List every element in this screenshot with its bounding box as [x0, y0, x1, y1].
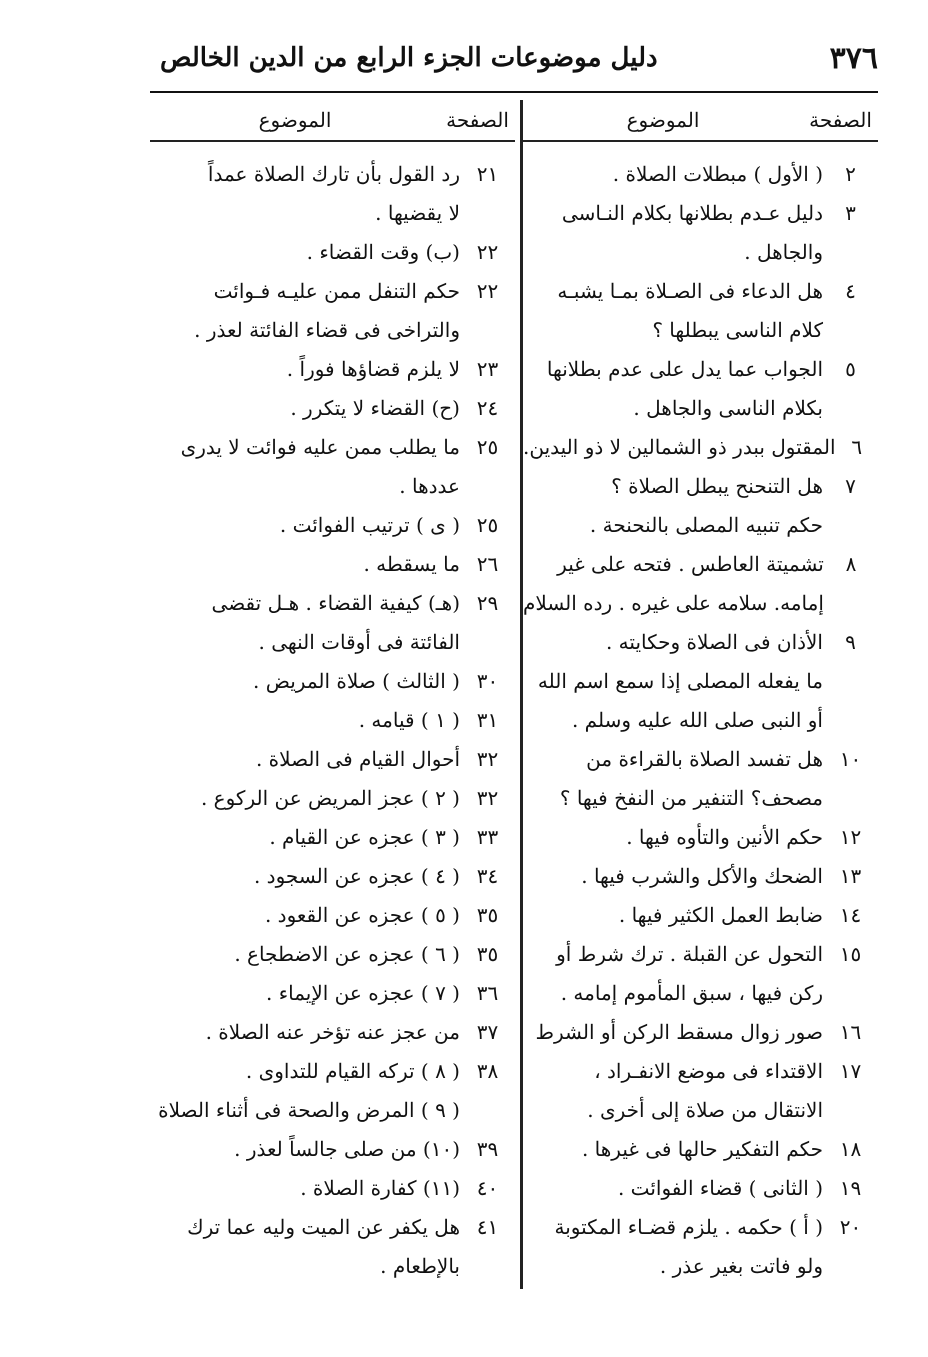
entry-topic-line: لا يقضيها .	[375, 201, 460, 225]
toc-entry	[150, 233, 515, 272]
entry-topic-line: الاقتداء فى موضع الانفـراد ،	[594, 1059, 823, 1083]
entry-topic-line: ( ٨ ) تركه القيام للتداوى .	[245, 1059, 460, 1083]
page-header	[150, 28, 878, 88]
entry-topic-line: رد القول بأن تارك الصلاة عمداً	[207, 162, 460, 186]
toc-entry	[150, 584, 515, 662]
toc-entry	[150, 1013, 515, 1052]
entry-page-number: ٣٨	[476, 1059, 499, 1083]
entry-topic-line: من عجز عنه تؤخر عنه الصلاة .	[205, 1020, 460, 1044]
toc-entry	[523, 857, 878, 896]
entry-topic	[523, 1130, 823, 1169]
toc-entry	[150, 974, 515, 1013]
entry-topic	[150, 545, 460, 584]
entry-topic	[150, 701, 460, 740]
entry-topic	[150, 740, 460, 779]
entry-page-number: ٣١	[476, 708, 499, 732]
topic-column-heading: الموضوع	[258, 108, 332, 132]
entry-topic	[523, 545, 824, 623]
entry-topic	[150, 389, 460, 428]
entry-topic-line: ( ٧ ) عجزه عن الإيماء .	[266, 981, 460, 1005]
entry-topic-line: المقتول ببدر ذو الشمالين لا ذو اليدين.	[523, 435, 836, 459]
entry-topic-line: الانتقال من صلاة إلى أخرى .	[587, 1098, 823, 1122]
entry-page-number: ٢٠	[839, 1215, 862, 1239]
entry-page-number: ٣٩	[476, 1137, 499, 1161]
entry-topic-line: هل التنحنح يبطل الصلاة ؟	[611, 474, 823, 498]
entry-topic-line: ما يفعله المصلى إذا سمع اسم الله	[537, 669, 823, 693]
toc-entry	[523, 545, 878, 623]
toc-entry	[523, 155, 878, 194]
toc-entry	[150, 1052, 515, 1130]
toc-entry	[150, 272, 515, 350]
entry-topic	[523, 818, 823, 857]
toc-entry	[150, 779, 515, 818]
entry-topic	[523, 272, 823, 350]
entry-topic-line: بكلام الناسى والجاهل .	[633, 396, 823, 420]
entry-topic	[150, 1013, 460, 1052]
entry-topic	[150, 818, 460, 857]
toc-entry	[150, 857, 515, 896]
entry-topic-line: (ح) القضاء لا يتكرر .	[290, 396, 460, 420]
entry-page-number: ٣٢	[476, 747, 499, 771]
entry-topic	[150, 857, 460, 896]
entry-topic-line: لا يلزم قضاؤها فوراً .	[286, 357, 460, 381]
toc-entry	[523, 1130, 878, 1169]
toc-entry	[150, 818, 515, 857]
entry-topic	[523, 896, 823, 935]
entry-topic-line: ولو فاتت بغير عذر .	[659, 1254, 823, 1278]
entry-topic-line: تشميتة العاطس . فتحه على غير	[557, 552, 824, 576]
entry-topic	[150, 155, 460, 233]
entry-topic-line: ( الثانى ) قضاء الفوائت .	[617, 1176, 823, 1200]
entry-topic	[150, 272, 460, 350]
toc-entry	[523, 467, 878, 545]
page-column-heading: الصفحة	[809, 108, 872, 132]
left-column	[150, 100, 515, 1286]
entry-page-number: ٨	[845, 552, 857, 576]
left-column-header	[150, 100, 515, 142]
entry-topic-line: ( ١ ) قيامه .	[358, 708, 460, 732]
toc-entry	[523, 1208, 878, 1286]
entry-page-number: ١٤	[839, 903, 862, 927]
entry-topic	[523, 1013, 823, 1052]
entry-page-number: ٢٤	[476, 396, 499, 420]
entry-topic-line: ضابط العمل الكثير فيها .	[618, 903, 823, 927]
entry-page-number: ٤	[845, 279, 856, 303]
right-entries-list	[523, 155, 878, 1286]
entry-topic-line: ( ى ) ترتيب الفوائت .	[279, 513, 460, 537]
entry-topic-line: ( ٢ ) عجز المريض عن الركوع .	[200, 786, 460, 810]
right-column-header	[523, 100, 878, 142]
entry-topic	[150, 662, 460, 701]
toc-entry	[150, 740, 515, 779]
entry-topic	[150, 428, 460, 506]
toc-entry	[523, 623, 878, 740]
entry-page-number: ٣٦	[476, 981, 499, 1005]
entry-topic	[523, 428, 836, 467]
entry-topic-line: كلام الناسى يبطلها ؟	[652, 318, 823, 342]
entry-page-number: ٢١	[476, 162, 499, 186]
toc-entry	[523, 428, 878, 467]
entry-page-number: ١٢	[839, 825, 862, 849]
entry-topic-line: ركن فيها ، سبق المأموم إمامه .	[560, 981, 823, 1005]
entry-topic	[150, 974, 460, 1013]
entry-topic-line: حكم الأنين والتأوه فيها .	[626, 825, 823, 849]
entry-topic-line: حكم تنبيه المصلى بالنحنحة .	[589, 513, 823, 537]
page-number: ٣٧٦	[829, 40, 878, 76]
toc-entry	[150, 662, 515, 701]
entry-page-number: ١٦	[839, 1020, 862, 1044]
toc-entry	[150, 1208, 515, 1286]
entry-page-number: ١٨	[839, 1137, 862, 1161]
toc-entry	[150, 935, 515, 974]
toc-entry	[523, 272, 878, 350]
entry-page-number: ١٩	[839, 1176, 862, 1200]
entry-topic-line: دليل عـدم بطلانها بكلام النـاسى	[561, 201, 823, 225]
entry-topic	[150, 1130, 460, 1169]
entry-topic	[523, 740, 823, 818]
toc-entry	[523, 818, 878, 857]
entry-topic	[150, 233, 460, 272]
entry-topic	[523, 1208, 823, 1286]
entry-page-number: ٣٧	[476, 1020, 499, 1044]
entry-topic	[523, 1052, 823, 1130]
entry-page-number: ٣٣	[476, 825, 499, 849]
toc-entry	[523, 935, 878, 1013]
toc-entry	[150, 428, 515, 506]
toc-entry	[523, 194, 878, 272]
entry-topic	[150, 935, 460, 974]
entry-topic-line: عددها .	[399, 474, 460, 498]
entry-topic	[523, 155, 823, 194]
entry-page-number: ٣	[845, 201, 856, 225]
entry-page-number: ٢٩	[476, 591, 499, 615]
entry-page-number: ١٣	[839, 864, 862, 888]
entry-topic-line: (١١) كفارة الصلاة .	[300, 1176, 460, 1200]
entry-topic-line: حكم التنفل ممن عليـه فـوائت	[213, 279, 460, 303]
entry-topic-line: الأذان فى الصلاة وحكايته .	[605, 630, 823, 654]
entry-topic	[150, 584, 460, 662]
toc-entry	[150, 155, 515, 233]
entry-page-number: ٦	[851, 435, 863, 459]
entry-page-number: ١٧	[839, 1059, 862, 1083]
entry-topic-line: (ب) وقت القضاء .	[306, 240, 460, 264]
entry-topic-line: إمامه. سلامه على غيره . رده السلام	[523, 591, 824, 615]
toc-entry	[150, 701, 515, 740]
entry-topic-line: ( ٦ ) عجزه عن الاضطجاع .	[234, 942, 460, 966]
entry-topic	[150, 1052, 460, 1130]
entry-topic-line: الجواب عما يدل على عدم بطلانها	[546, 357, 823, 381]
entry-topic-line: التحول عن القبلة . ترك شرط أو	[556, 942, 823, 966]
entry-topic-line: بالإطعام .	[380, 1254, 460, 1278]
entry-page-number: ٢٢	[476, 279, 499, 303]
entry-page-number: ٥	[845, 357, 856, 381]
right-column	[523, 100, 878, 1286]
entry-topic	[523, 1169, 823, 1208]
toc-entry	[150, 350, 515, 389]
entry-page-number: ٣٤	[476, 864, 499, 888]
entry-topic-line: هل تفسد الصلاة بالقراءة من	[586, 747, 823, 771]
toc-entry	[523, 1052, 878, 1130]
entry-topic	[150, 506, 460, 545]
page-column-heading: الصفحة	[446, 108, 509, 132]
toc-entry	[523, 350, 878, 428]
entry-page-number: ٣٥	[476, 903, 499, 927]
entry-page-number: ٣٥	[476, 942, 499, 966]
toc-entry	[150, 1130, 515, 1169]
running-title: دليل موضوعات الجزء الرابع من الدين الخالص	[160, 43, 658, 73]
entry-topic-line: هل يكفر عن الميت وليه عما ترك	[187, 1215, 460, 1239]
entry-page-number: ١٠	[839, 747, 862, 771]
entry-page-number: ٢	[845, 162, 856, 186]
toc-entry	[523, 740, 878, 818]
toc-entry	[150, 896, 515, 935]
entry-page-number: ٩	[845, 630, 856, 654]
entry-topic-line: أحوال القيام فى الصلاة .	[255, 747, 460, 771]
toc-entry	[150, 545, 515, 584]
entry-topic	[150, 896, 460, 935]
entry-topic	[523, 935, 823, 1013]
entry-page-number: ٣٠	[476, 669, 499, 693]
entry-topic-line: الضحك والأكل والشرب فيها .	[581, 864, 823, 888]
entry-topic-line: ( ٤ ) عجزه عن السجود .	[253, 864, 460, 888]
entry-page-number: ٢٢	[476, 240, 499, 264]
entry-topic	[523, 194, 823, 272]
entry-page-number: ٢٣	[476, 357, 499, 381]
entry-topic-line: (١٠) من صلى جالساً لعذر .	[234, 1137, 460, 1161]
entry-topic	[523, 350, 823, 428]
entry-topic-line: ( ٥ ) عجزه عن القعود .	[264, 903, 460, 927]
entry-topic	[150, 779, 460, 818]
entry-page-number: ١٥	[839, 942, 862, 966]
entry-topic	[523, 467, 823, 545]
entry-topic-line: مصحف؟ التنفير من النفخ فيها ؟	[559, 786, 823, 810]
entry-topic-line: ( الأول ) مبطلات الصلاة .	[612, 162, 823, 186]
entry-topic	[150, 350, 460, 389]
entry-topic-line: صور زوال مسقط الركن أو الشرط	[535, 1020, 823, 1044]
entry-topic-line: ( ٩ ) المرض والصحة فى أثناء الصلاة	[158, 1098, 460, 1122]
entry-page-number: ٢٥	[476, 513, 499, 537]
entry-topic	[523, 623, 823, 740]
topic-column-heading: الموضوع	[626, 108, 700, 132]
toc-entry	[523, 896, 878, 935]
header-rule	[150, 91, 878, 93]
entry-page-number: ٣٢	[476, 786, 499, 810]
entry-page-number: ٧	[845, 474, 856, 498]
entry-topic-line: أو النبى صلى الله عليه وسلم .	[571, 708, 823, 732]
entry-topic-line: الفائتة فى أوقات النهى .	[258, 630, 460, 654]
entry-page-number: ٤٠	[476, 1176, 499, 1200]
entry-topic-line: والجاهل .	[744, 240, 823, 264]
left-entries-list	[150, 155, 515, 1286]
toc-entry	[150, 1169, 515, 1208]
entry-topic-line: ما يسقطه .	[363, 552, 460, 576]
entry-topic-line: ( ٣ ) عجزه عن القيام .	[269, 825, 460, 849]
entry-topic	[150, 1208, 460, 1286]
toc-entry	[523, 1013, 878, 1052]
entry-topic	[150, 1169, 460, 1208]
entry-topic-line: ( أ ) حكمه . يلزم قضـاء المكتوبة	[554, 1215, 823, 1239]
toc-entry	[150, 389, 515, 428]
entry-topic-line: والتراخى فى قضاء الفائتة لعذر .	[194, 318, 460, 342]
entry-topic-line: حكم التفكير حالها فى غيرها .	[581, 1137, 823, 1161]
entry-topic-line: ( الثالث ) صلاة المريض .	[253, 669, 460, 693]
entry-topic-line: ما يطلب ممن عليه فوائت لا يدرى	[180, 435, 460, 459]
toc-entry	[523, 1169, 878, 1208]
toc-entry	[150, 506, 515, 545]
entry-page-number: ٤١	[476, 1215, 499, 1239]
entry-topic-line: هل الدعاء فى الصـلاة بمـا يشبـه	[557, 279, 823, 303]
entry-page-number: ٢٥	[476, 435, 499, 459]
entry-topic	[523, 857, 823, 896]
entry-topic-line: (هـ) كيفية القضاء . هـل تقضى	[211, 591, 460, 615]
entry-page-number: ٢٦	[476, 552, 499, 576]
